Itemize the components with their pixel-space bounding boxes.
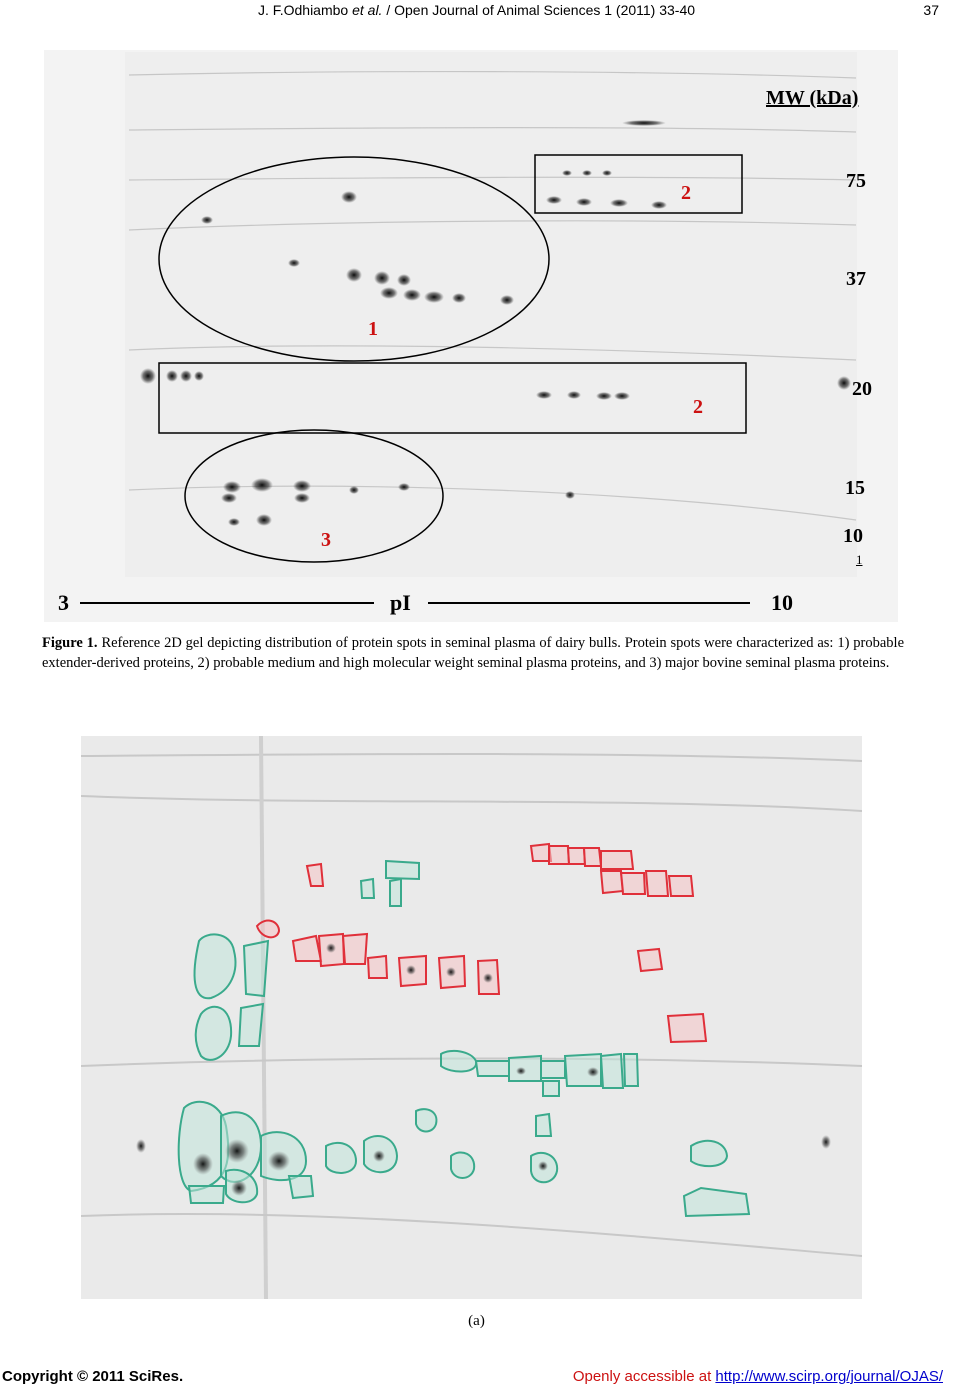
mw-axis-title: MW (kDa) [766,87,859,109]
region-label-2-middle: 2 [693,396,703,418]
region-label-2-top: 2 [681,182,691,204]
caption-text: Reference 2D gel depicting distribution of protein spots in seminal plasma of dairy bulls. Protein spots were characterized as: 1) probable extender-derived proteins, 2) probable medium and high molecular weight seminal plasma proteins, and 3) major bovine seminal plasma proteins. [42,635,905,671]
figure1-gel-image [44,50,898,622]
figure-a-sublabel: (a) [468,1313,485,1329]
mw-marker-15: 15 [845,477,865,499]
mw-marker-20: 20 [852,378,872,400]
figure1-caption [42,633,904,673]
caption-label: Figure 1. [42,635,98,651]
open-access-prefix: Openly accessible at [572,1368,712,1385]
page-number: 37 [923,2,939,18]
figure-a-gel-image [81,736,862,1299]
pi-axis-title: pI [390,590,411,615]
small-mark: 1 [856,552,863,567]
figure-a-gel-drawing [81,736,862,1299]
figure1-gel-drawing [44,50,898,622]
mw-marker-37: 37 [846,268,866,290]
copyright-notice: Copyright © 2011 SciRes. [2,1368,184,1385]
running-head [0,2,953,18]
running-head-etal: et al. [352,2,383,18]
journal-url-link[interactable]: http://www.scirp.org/journal/OJAS/ [715,1368,943,1385]
mw-marker-10: 10 [843,525,863,547]
mw-marker-75: 75 [846,170,866,192]
running-head-journal: / Open Journal of Animal Sciences 1 (2011) 33-40 [386,2,696,18]
open-access-notice [573,1368,943,1385]
pi-axis-max: 10 [771,590,793,615]
region-label-1: 1 [368,318,378,340]
running-head-author: J. F.Odhiambo [257,2,349,18]
pi-axis-min: 3 [58,590,69,615]
region-label-3: 3 [321,529,331,551]
